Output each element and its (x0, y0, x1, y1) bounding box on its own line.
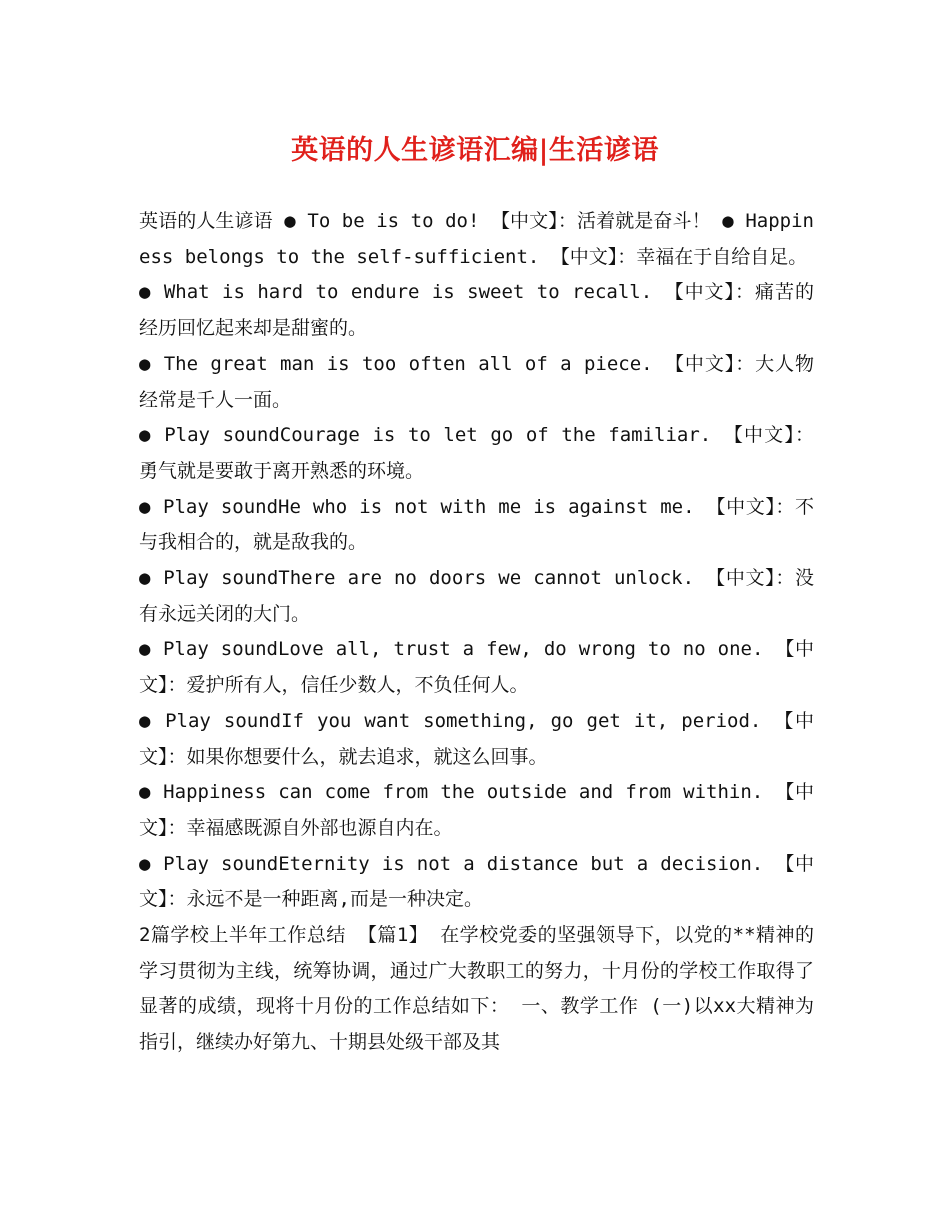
paragraph: 2篇学校上半年工作总结 【篇1】 在学校党委的坚强领导下，以党的**精神的学习贯彻为主线，统筹协调，通过广大教职工的努力，十月份的学校工作取得了显著的成绩，现将十月份的工作总结如下： 一、教学工作 (一)以xx大精神为指引，继续办好第九、十期县处级干部及其 (139, 924, 814, 1054)
paragraph: 英语的人生谚语 ● To be is to do! 【中文】：活着就是奋斗！ ● Happiness belongs to the self-sufficient. 【中文】：幸福在于自给自足。 (139, 210, 814, 268)
paragraph: ● Play soundIf you want something, go get it, period. 【中文】：如果你想要什么，就去追求，就这么回事。 (139, 709, 814, 768)
paragraph: ● Happiness can come from the outside and from within. 【中文】：幸福感既源自外部也源自内在。 (139, 781, 814, 839)
paragraph: ● Play soundThere are no doors we cannot unlock. 【中文】：没有永远关闭的大门。 (139, 567, 814, 625)
paragraph: ● Play soundEternity is not a distance but a decision. 【中文】：永远不是一种距离,而是一种决定。 (139, 852, 814, 911)
paragraph: ● Play soundLove all, trust a few, do wrong to no one. 【中文】：爱护所有人，信任少数人，不负任何人。 (139, 638, 814, 697)
paragraph: ● The great man is too often all of a piece. 【中文】：大人物经常是千人一面。 (139, 352, 814, 411)
document-body (139, 204, 814, 1061)
paragraph: ● Play soundCourage is to let go of the familiar. 【中文】：勇气就是要敢于离开熟悉的环境。 (139, 424, 814, 482)
paragraph: ● Play soundHe who is not with me is against me. 【中文】：不与我相合的，就是敌我的。 (139, 495, 814, 554)
document-title: 英语的人生谚语汇编|生活谚语 (291, 135, 659, 166)
paragraph: ● What is hard to endure is sweet to recall. 【中文】：痛苦的经历回忆起来却是甜蜜的。 (139, 281, 814, 340)
